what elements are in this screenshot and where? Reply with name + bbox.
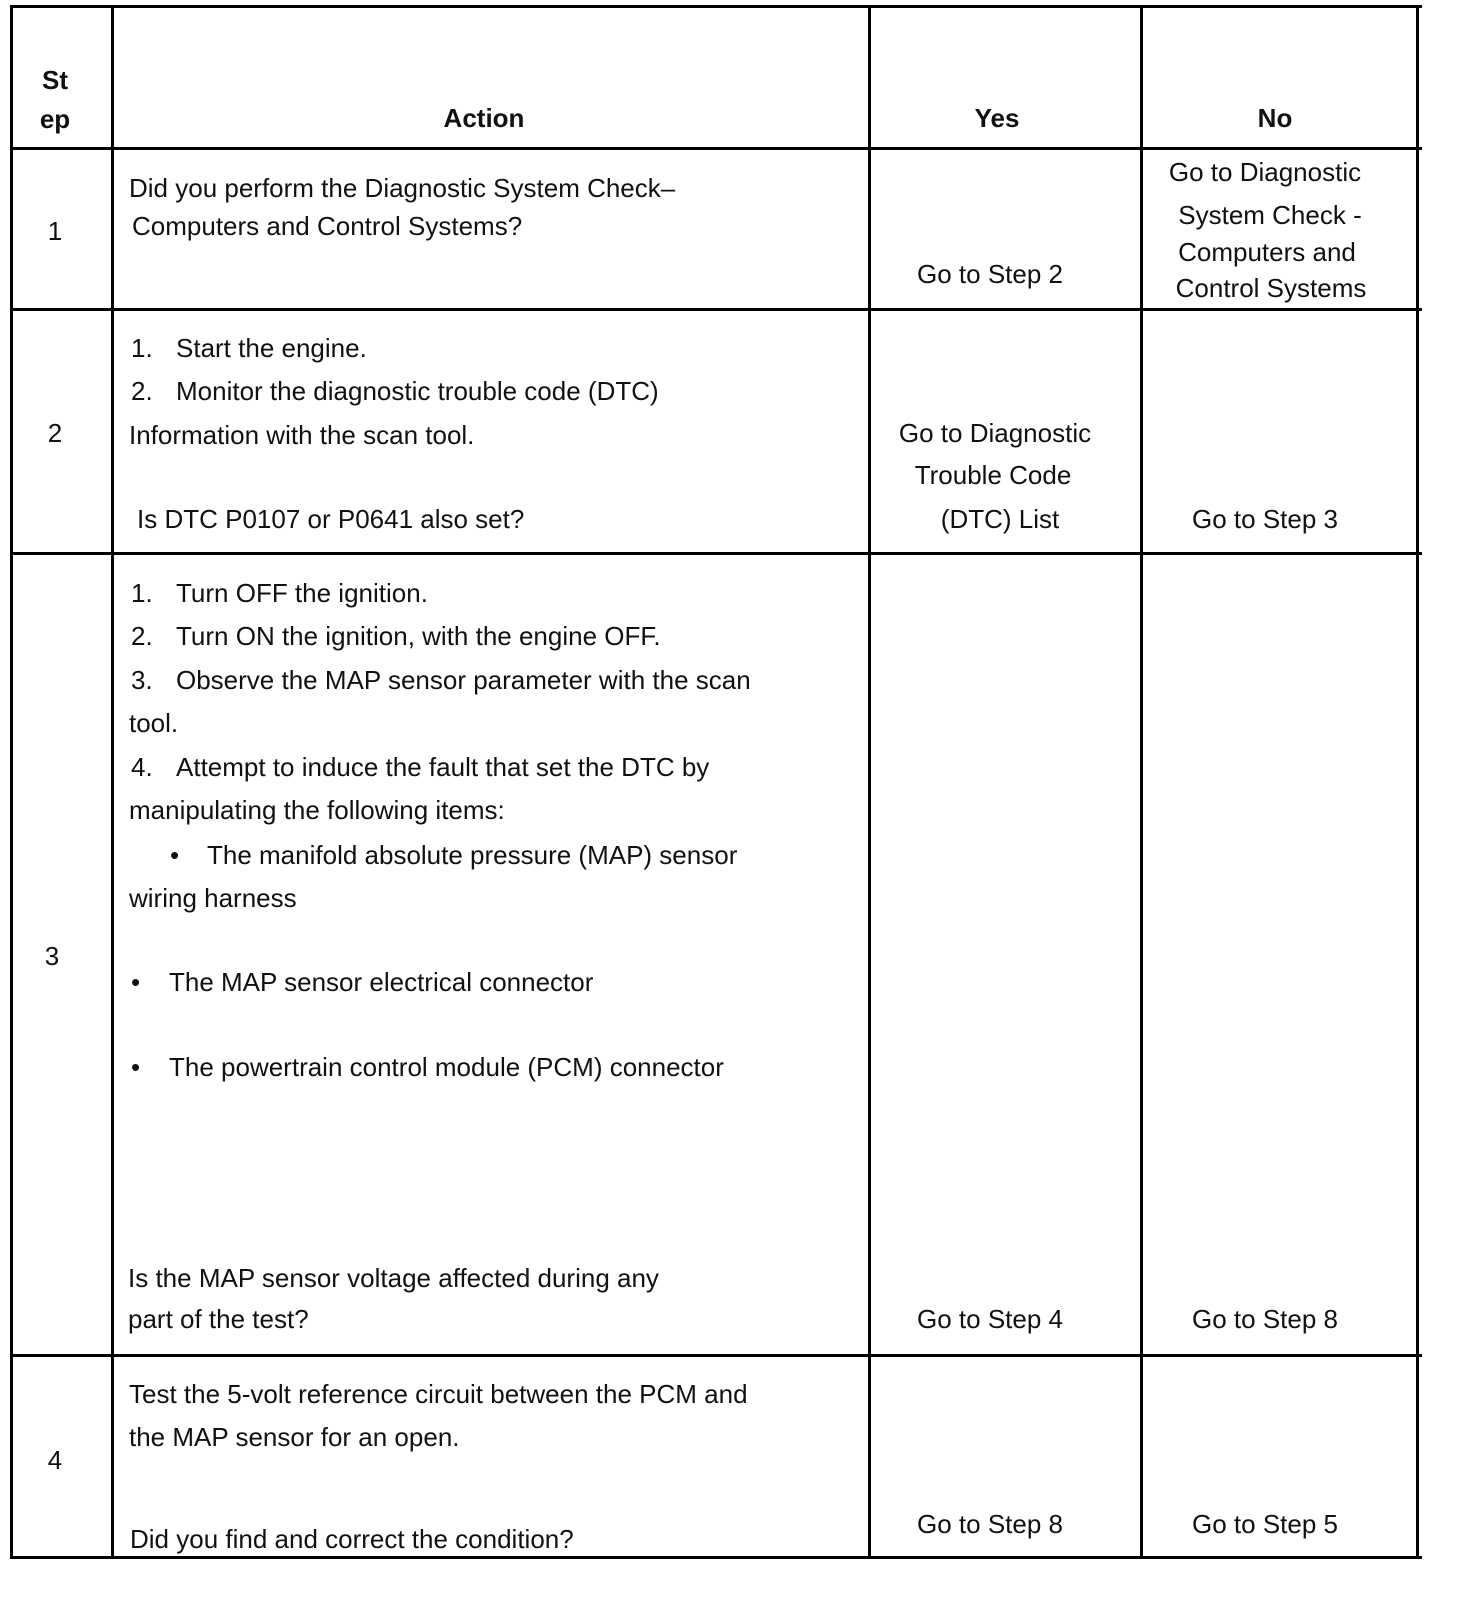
step-number: 4 [47, 1445, 63, 1475]
step-number: 3 [44, 941, 60, 971]
yes-result-line: (DTC) List [940, 504, 1060, 534]
action-question: part of the test? [128, 1304, 309, 1334]
yes-result-line: Trouble Code [914, 460, 1072, 490]
bullet-text: The powertrain control module (PCM) connector [169, 1052, 724, 1082]
no-result-line: Go to Diagnostic [1168, 157, 1362, 187]
no-result-line: Computers and [1178, 237, 1356, 267]
row-divider [10, 1354, 1422, 1357]
action-question: Did you find and correct the condition? [130, 1524, 574, 1554]
header-step-line2: ep [39, 104, 71, 134]
list-number: 2. [131, 621, 153, 651]
list-number: 1. [131, 578, 153, 608]
bullet-text: The manifold absolute pressure (MAP) sensor [207, 840, 738, 870]
yes-result-line: Go to Diagnostic [898, 418, 1092, 448]
step-number: 2 [47, 418, 63, 448]
no-result: Go to Step 5 [1192, 1509, 1338, 1539]
yes-result: Go to Step 4 [917, 1304, 1063, 1334]
header-yes: Yes [974, 103, 1020, 133]
no-result: Go to Step 3 [1192, 504, 1338, 534]
action-text: Monitor the diagnostic trouble code (DTC) [176, 376, 659, 406]
action-text: manipulating the following items: [129, 795, 505, 825]
bullet-text: The MAP sensor electrical connector [169, 967, 594, 997]
header-divider [10, 147, 1422, 150]
action-text: Information with the scan tool. [129, 420, 475, 450]
column-divider [868, 5, 871, 1559]
action-text: Attempt to induce the fault that set the DTC by [176, 752, 710, 782]
list-number: 1. [131, 333, 153, 363]
header-step-line1: St [42, 65, 68, 95]
action-text: Turn OFF the ignition. [176, 578, 428, 608]
bullet-text: wiring harness [129, 883, 297, 913]
no-result-line: System Check - [1178, 200, 1362, 230]
list-number: 2. [131, 376, 153, 406]
column-divider [1140, 5, 1143, 1559]
row-divider [10, 308, 1422, 311]
action-question: Is DTC P0107 or P0641 also set? [137, 504, 525, 534]
table-border-bottom [10, 1556, 1422, 1559]
yes-result: Go to Step 2 [917, 259, 1063, 289]
list-number: 3. [131, 665, 153, 695]
table-border-left [10, 5, 13, 1559]
bullet-icon: • [131, 1052, 141, 1082]
header-action: Action [443, 103, 525, 133]
action-text: Observe the MAP sensor parameter with the scan [176, 665, 751, 695]
no-result: Go to Step 8 [1192, 1304, 1338, 1334]
table-border-right [1416, 5, 1419, 1559]
header-no: No [1257, 103, 1293, 133]
list-number: 4. [131, 752, 153, 782]
bullet-icon: • [131, 967, 141, 997]
table-border-top [10, 5, 1422, 8]
column-divider [111, 5, 114, 1559]
action-text: Start the engine. [176, 333, 367, 363]
action-text: Computers and Control Systems? [132, 211, 523, 241]
action-text: Turn ON the ignition, with the engine OFF. [176, 621, 661, 651]
yes-result: Go to Step 8 [917, 1509, 1063, 1539]
row-divider [10, 552, 1422, 555]
action-text: Test the 5-volt reference circuit between the PCM and [129, 1379, 748, 1409]
action-question: Is the MAP sensor voltage affected during any [128, 1263, 659, 1293]
action-text: Did you perform the Diagnostic System Check– [129, 173, 676, 203]
action-text: the MAP sensor for an open. [129, 1422, 460, 1452]
no-result-line: Control Systems [1175, 273, 1367, 303]
step-number: 1 [47, 216, 63, 246]
action-text: tool. [129, 708, 179, 738]
bullet-icon: • [170, 840, 180, 870]
